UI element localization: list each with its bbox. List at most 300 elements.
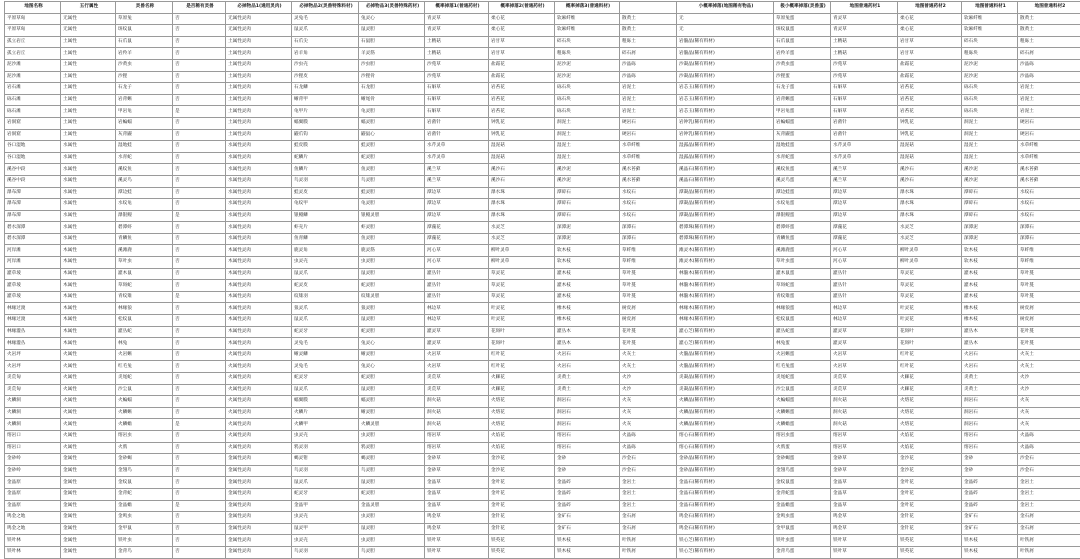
table-cell[interactable]: 鸣金草 [425,512,489,524]
table-cell[interactable]: 洞火菇 [425,407,489,419]
table-cell[interactable]: 鱼鳞片 [292,164,359,176]
table-cell[interactable]: 花斑叶 [489,338,555,350]
table-cell[interactable]: 鼠灵爪 [292,477,359,489]
table-cell[interactable]: 火鸦蛋 [774,442,831,454]
table-cell[interactable]: 木属性 [61,291,116,303]
table-cell[interactable]: 沙苑草 [425,59,489,71]
table-cell[interactable]: 铁心芝(稀有料材) [677,546,774,558]
table-cell[interactable]: 水属性灵肉 [226,175,292,187]
table-cell[interactable]: 否 [173,199,226,211]
table-cell[interactable]: 火鸦 [116,442,173,454]
table-cell[interactable]: 草叶蔓 [1018,280,1080,292]
table-cell[interactable]: 炎荒草 [425,384,489,396]
table-cell[interactable]: 石爪鼠 [116,36,173,48]
table-cell[interactable]: 蛇灵胆 [359,280,425,292]
table-cell[interactable]: 熔岩草 [425,430,489,442]
table-cell[interactable]: 木属性灵肉 [226,315,292,327]
table-cell[interactable]: 土属性 [61,71,116,83]
table-cell[interactable]: 虫灵壳 [292,430,359,442]
table-cell[interactable]: 纹雉羽 [292,291,359,303]
table-cell[interactable]: 熔岩石 [555,442,620,454]
table-cell[interactable]: 沙凝晶(稀有料材) [677,59,774,71]
table-cell[interactable]: 木属性灵肉 [226,257,292,269]
table-cell[interactable]: 洞火菇 [831,419,898,431]
table-cell[interactable]: 火鳞晶(稀有料材) [677,396,774,408]
table-cell[interactable]: 金晶草 [831,477,898,489]
table-cell[interactable]: 深潭泥 [962,222,1018,234]
table-cell[interactable]: 火晶砾 [1018,430,1080,442]
table-cell[interactable]: 金岩土 [620,477,677,489]
table-cell[interactable]: 兔灵心 [359,361,425,373]
table-cell[interactable]: 洞岩石 [962,419,1018,431]
table-cell[interactable]: 鹿灵筋 [359,245,425,257]
table-cell[interactable]: 水属性灵肉 [226,152,292,164]
table-cell[interactable]: 土属性灵肉 [226,36,292,48]
table-cell[interactable]: 水青蛇 [116,152,173,164]
table-cell[interactable]: 草叶虫 [116,257,173,269]
table-cell[interactable]: 泥沙滩 [5,71,61,83]
table-cell[interactable]: 无属性灵肉 [226,25,292,37]
table-cell[interactable]: 水纹龟蛋 [774,199,831,211]
table-cell[interactable]: 金矿石 [962,523,1018,535]
table-cell[interactable]: 否 [173,349,226,361]
table-cell[interactable]: 叶灵花 [898,303,962,315]
table-cell[interactable]: 是 [173,291,226,303]
table-cell[interactable]: 灌丛针 [831,268,898,280]
table-cell[interactable]: 钟乳花 [489,129,555,141]
table-cell[interactable]: 金晶原 [5,488,61,500]
table-cell[interactable]: 碧潭虾蛋 [774,222,831,234]
table-cell[interactable]: 鸟灵胆 [359,465,425,477]
table-cell[interactable]: 火属性 [61,373,116,385]
table-cell[interactable]: 鸟灵羽 [292,175,359,187]
table-cell[interactable]: 金属性 [61,546,116,558]
table-cell[interactable]: 叶铁屑 [1018,535,1080,547]
table-cell[interactable]: 无 [677,13,774,25]
table-cell[interactable]: 树皮屑 [1018,303,1080,315]
table-cell[interactable]: 石龙子蛋 [774,83,831,95]
column-header[interactable]: 必掉物品3(灵兽特殊药材) [359,2,425,14]
table-cell[interactable]: 蜥灵鳞 [292,349,359,361]
table-cell[interactable]: 花叶蔓 [1018,326,1080,338]
table-cell[interactable]: 草叶蔓 [620,268,677,280]
table-cell[interactable]: 砾石块 [962,106,1018,118]
table-cell[interactable]: 灌丛针 [425,291,489,303]
table-cell[interactable]: 潭藻花 [425,233,489,245]
table-cell[interactable]: 火鳞洞 [5,396,61,408]
table-cell[interactable]: 红毛兔 [116,361,173,373]
table-cell[interactable]: 湿露晶(稀有料材) [677,152,774,164]
table-cell[interactable]: 湿地蛙 [116,141,173,153]
table-cell[interactable]: 火属性 [61,349,116,361]
table-cell[interactable]: 灌丛木 [962,338,1018,350]
table-cell[interactable]: 柳叶灵草 [898,245,962,257]
table-cell[interactable]: 溪谷中段 [5,175,61,187]
table-cell[interactable]: 炎荒甸 [5,384,61,396]
table-cell[interactable]: 溪灵鸟蛋 [774,175,831,187]
table-cell[interactable]: 金晶草 [831,500,898,512]
table-cell[interactable]: 河心草 [831,257,898,269]
table-cell[interactable]: 叶灵花 [898,315,962,327]
table-cell[interactable]: 金属性 [61,465,116,477]
table-cell[interactable]: 水属性灵肉 [226,187,292,199]
table-cell[interactable]: 土精菇 [831,36,898,48]
table-cell[interactable]: 铁叶草 [831,535,898,547]
table-cell[interactable]: 碎石屑 [1018,48,1080,60]
table-cell[interactable]: 火蝙蝠 [116,396,173,408]
table-cell[interactable]: 金背蛇 [116,488,173,500]
table-cell[interactable]: 潭凝晶(稀有料材) [677,210,774,222]
table-cell[interactable]: 蛇灵牙 [292,373,359,385]
table-cell[interactable]: 土属性灵肉 [226,117,292,129]
table-cell[interactable]: 灌心芝(稀有料材) [677,338,774,350]
table-cell[interactable]: 铁木枝 [962,535,1018,547]
table-cell[interactable]: 蜥灵胆 [359,349,425,361]
table-cell[interactable]: 木属性灵肉 [226,303,292,315]
table-cell[interactable]: 土属性 [61,59,116,71]
table-cell[interactable]: 水纹石 [1018,210,1080,222]
table-cell[interactable]: 土属性 [61,94,116,106]
table-cell[interactable]: 草纤维 [620,245,677,257]
table-cell[interactable]: 潭碎石 [962,210,1018,222]
table-cell[interactable]: 金石屑 [620,512,677,524]
table-cell[interactable]: 岩背蜥蛋 [774,94,831,106]
table-cell[interactable]: 水草纤维 [1018,152,1080,164]
table-cell[interactable]: 金砂 [962,454,1018,466]
table-cell[interactable]: 金砂岭 [5,454,61,466]
table-cell[interactable]: 金纹鼠 [116,477,173,489]
table-cell[interactable]: 金矿石 [555,523,620,535]
table-cell[interactable]: 炎尾蛇蛋 [774,373,831,385]
table-cell[interactable]: 散黄土 [620,25,677,37]
table-cell[interactable]: 无属性 [61,25,116,37]
table-cell[interactable]: 沙狸蛋 [774,71,831,83]
table-cell[interactable]: 岩泥土 [1018,83,1080,95]
table-cell[interactable]: 灌丛蛇 [116,326,173,338]
table-cell[interactable]: 金属性灵肉 [226,500,292,512]
table-cell[interactable]: 林边草 [831,303,898,315]
table-cell[interactable]: 金晶草 [831,488,898,500]
table-cell[interactable]: 金属性 [61,500,116,512]
table-cell[interactable]: 灌草坡 [5,291,61,303]
table-cell[interactable]: 木属性 [61,280,116,292]
table-cell[interactable]: 铁英花 [489,535,555,547]
table-cell[interactable]: 溪水苔藓 [1018,175,1080,187]
table-cell[interactable]: 蛇灵牙 [292,488,359,500]
table-cell[interactable]: 火属性灵肉 [226,373,292,385]
table-cell[interactable]: 灌草坡 [5,268,61,280]
table-cell[interactable]: 洞岩石 [555,407,620,419]
table-cell[interactable]: 沙黄虫 [116,59,173,71]
table-cell[interactable]: 灌木鼠蛋 [774,268,831,280]
table-cell[interactable]: 火灰 [620,407,677,419]
table-cell[interactable]: 深潭石 [620,222,677,234]
table-cell[interactable]: 否 [173,268,226,280]
table-cell[interactable]: 否 [173,326,226,338]
table-cell[interactable]: 岩羊角 [292,48,359,60]
table-cell[interactable]: 火岩坪 [5,349,61,361]
table-cell[interactable]: 火棘花 [898,373,962,385]
table-cell[interactable]: 平原草甸 [5,13,61,25]
table-cell[interactable]: 青鳞鱼 [116,233,173,245]
table-cell[interactable]: 甲岩龟 [116,106,173,118]
table-cell[interactable]: 鱼灵胆 [359,233,425,245]
table-cell[interactable]: 熔岩草 [831,442,898,454]
table-cell[interactable]: 岩洞窟 [5,129,61,141]
table-cell[interactable]: 金属性 [61,488,116,500]
table-cell[interactable]: 蝎灵胆 [359,454,425,466]
table-cell[interactable]: 虾壳片 [292,222,359,234]
table-cell[interactable]: 土属性灵肉 [226,106,292,118]
table-cell[interactable]: 火岩蜥 [116,349,173,361]
table-cell[interactable]: 水芹灵草 [425,152,489,164]
table-cell[interactable]: 金叶花 [489,488,555,500]
table-cell[interactable]: 林边草 [831,315,898,327]
table-cell[interactable]: 潭碎石 [555,210,620,222]
table-cell[interactable]: 鼠灵甲 [292,523,359,535]
table-cell[interactable]: 瀑布潭 [5,199,61,211]
table-cell[interactable]: 灌木鼠 [116,268,173,280]
table-cell[interactable]: 花斑叶 [489,326,555,338]
table-cell[interactable]: 谷口湿地 [5,152,61,164]
table-cell[interactable]: 金背鸟蛋 [774,546,831,558]
table-cell[interactable]: 否 [173,164,226,176]
table-cell[interactable]: 草灵花 [898,291,962,303]
table-cell[interactable]: 虫灵壳 [292,512,359,524]
table-cell[interactable]: 岩泥土 [1018,94,1080,106]
table-cell[interactable]: 松纹鼠蛋 [774,315,831,327]
table-cell[interactable]: 蛙皮膜 [292,141,359,153]
table-cell[interactable]: 岩泥土 [620,106,677,118]
column-header[interactable]: 极小概率掉落(灵兽蛋) [774,2,831,14]
table-cell[interactable]: 岩髓晶(稀有料材) [677,36,774,48]
table-cell[interactable]: 沙狸骨 [359,71,425,83]
table-cell[interactable]: 金晶蟾 [116,500,173,512]
table-cell[interactable]: 无属性 [61,13,116,25]
table-cell[interactable]: 深潭石 [1018,233,1080,245]
table-cell[interactable]: 火熔花 [898,407,962,419]
table-cell[interactable]: 洞岩石 [962,396,1018,408]
table-cell[interactable]: 熔岩口 [5,442,61,454]
table-cell[interactable]: 红叶花 [898,361,962,373]
table-cell[interactable]: 土属性灵肉 [226,94,292,106]
table-cell[interactable]: 土属性 [61,117,116,129]
table-cell[interactable]: 粗砾块 [962,48,1018,60]
table-cell[interactable]: 火灰土 [620,361,677,373]
table-cell[interactable]: 砾石块 [555,94,620,106]
table-cell[interactable]: 柳叶灵草 [489,257,555,269]
table-cell[interactable]: 金砂 [555,465,620,477]
table-cell[interactable]: 木属性灵肉 [226,280,292,292]
table-cell[interactable]: 金属性 [61,523,116,535]
table-cell[interactable]: 否 [173,373,226,385]
table-cell[interactable]: 鸣金之地 [5,523,61,535]
table-cell[interactable]: 软麻纤维 [962,13,1018,25]
table-cell[interactable]: 蜥尾骨 [359,94,425,106]
table-cell[interactable]: 金砂蝎 [116,454,173,466]
table-cell[interactable]: 岩苔花 [489,83,555,95]
table-cell[interactable]: 溪水苔藓 [620,175,677,187]
table-cell[interactable]: 否 [173,129,226,141]
table-cell[interactable]: 金针花 [898,523,962,535]
table-cell[interactable]: 火灰 [1018,419,1080,431]
table-cell[interactable]: 石爪尖 [292,36,359,48]
table-cell[interactable]: 虫灵壳 [292,257,359,269]
table-cell[interactable]: 火晶砾 [1018,442,1080,454]
table-cell[interactable]: 河心草 [425,245,489,257]
table-cell[interactable]: 砾石块 [962,83,1018,95]
table-cell[interactable]: 火焰花 [489,442,555,454]
table-cell[interactable]: 火鳞灵胆 [359,419,425,431]
table-cell[interactable]: 金砂岭 [5,465,61,477]
table-cell[interactable]: 否 [173,187,226,199]
table-cell[interactable]: 河心草 [425,257,489,269]
table-cell[interactable]: 木属性灵肉 [226,245,292,257]
table-cell[interactable]: 谷口湿地 [5,141,61,153]
table-cell[interactable]: 否 [173,71,226,83]
table-cell[interactable]: 沙苑草 [425,71,489,83]
table-cell[interactable]: 碧潭珠(稀有料材) [677,233,774,245]
table-cell[interactable]: 鸟灵羽 [292,546,359,558]
table-cell[interactable]: 羊灵筋 [359,48,425,60]
table-cell[interactable]: 水属性灵肉 [226,141,292,153]
table-cell[interactable]: 水芹灵草 [831,152,898,164]
table-cell[interactable]: 熔岩虫 [116,430,173,442]
table-cell[interactable]: 蛙灵胆 [359,187,425,199]
table-cell[interactable]: 蛇灵胆 [359,488,425,500]
table-cell[interactable]: 石龙胆 [359,83,425,95]
table-cell[interactable]: 火鳞蟾 [116,419,173,431]
table-cell[interactable]: 鸣金草 [425,523,489,535]
table-cell[interactable]: 金砂晶(稀有料材) [677,465,774,477]
table-cell[interactable]: 岩苔花 [489,106,555,118]
table-cell[interactable]: 柔心花 [489,13,555,25]
table-cell[interactable]: 碎石块 [555,36,620,48]
table-cell[interactable]: 火岩石 [962,349,1018,361]
table-cell[interactable]: 金晶碎 [962,477,1018,489]
table-cell[interactable]: 否 [173,396,226,408]
table-cell[interactable]: 岩菌针 [831,117,898,129]
table-cell[interactable]: 虫灵胆 [359,535,425,547]
table-cell[interactable]: 草纤维 [1018,257,1080,269]
table-cell[interactable]: 灌丛针 [425,268,489,280]
table-cell[interactable]: 湿泥土 [555,152,620,164]
table-cell[interactable]: 炎黄土 [555,384,620,396]
table-cell[interactable]: 是 [173,500,226,512]
table-cell[interactable]: 草灵花 [898,268,962,280]
table-cell[interactable]: 火岩石 [555,361,620,373]
table-cell[interactable]: 土属性灵肉 [226,71,292,83]
table-cell[interactable]: 岩菌针 [831,129,898,141]
table-cell[interactable]: 斑纹鼠蛋 [774,25,831,37]
table-cell[interactable]: 草纤维 [1018,245,1080,257]
table-cell[interactable]: 鸣金石(稀有料材) [677,523,774,535]
table-cell[interactable]: 岩洞窟 [5,117,61,129]
table-cell[interactable]: 沙黄虫蛋 [774,59,831,71]
table-cell[interactable]: 虾灵胆 [359,222,425,234]
table-cell[interactable]: 炎荒草 [831,384,898,396]
table-cell[interactable]: 溪水苔藓 [1018,164,1080,176]
table-cell[interactable]: 火属性灵肉 [226,349,292,361]
table-cell[interactable]: 金晶原 [5,500,61,512]
table-cell[interactable]: 灌灵草 [831,338,898,350]
table-cell[interactable]: 孤立岩丘 [5,48,61,60]
table-cell[interactable]: 金岩土 [620,500,677,512]
table-cell[interactable]: 石斛草 [831,83,898,95]
table-cell[interactable]: 红叶花 [898,349,962,361]
table-cell[interactable]: 潭碎石 [962,199,1018,211]
table-cell[interactable]: 火属性灵肉 [226,419,292,431]
table-cell[interactable]: 金晶草 [425,488,489,500]
table-cell[interactable]: 水纹石 [1018,187,1080,199]
table-cell[interactable]: 熔岩草 [425,442,489,454]
table-cell[interactable]: 否 [173,257,226,269]
table-cell[interactable]: 龟灵胆 [359,199,425,211]
table-cell[interactable]: 铁叶虫蛋 [774,535,831,547]
table-cell[interactable]: 泥沙滩 [5,59,61,71]
table-cell[interactable]: 花叶蔓 [1018,338,1080,350]
table-cell[interactable]: 土属性 [61,129,116,141]
table-cell[interactable]: 潭边蛙 [116,187,173,199]
table-cell[interactable]: 溪兰草 [425,175,489,187]
table-cell[interactable]: 虫灵胆 [359,430,425,442]
table-cell[interactable]: 火灰土 [1018,349,1080,361]
table-cell[interactable]: 金属性灵肉 [226,488,292,500]
table-cell[interactable]: 岩甘草 [898,48,962,60]
table-cell[interactable]: 溪滩鹿 [116,245,173,257]
table-cell[interactable]: 否 [173,303,226,315]
table-cell[interactable]: 林兔 [116,338,173,350]
table-cell[interactable]: 溪沙石 [898,164,962,176]
table-cell[interactable]: 潭碎石 [555,187,620,199]
table-cell[interactable]: 水草纤维 [620,152,677,164]
table-cell[interactable]: 岩甘草 [898,36,962,48]
table-cell[interactable]: 火岩草 [831,349,898,361]
table-cell[interactable]: 铁英花 [898,535,962,547]
table-cell[interactable]: 湿泥菇 [898,152,962,164]
table-cell[interactable]: 金背蛇蛋 [774,488,831,500]
table-cell[interactable]: 金晶碎 [555,488,620,500]
table-cell[interactable]: 熔岩草 [831,430,898,442]
table-cell[interactable]: 灌灵草 [425,338,489,350]
table-cell[interactable]: 散黄土 [1018,13,1080,25]
table-cell[interactable]: 熔岩石 [962,430,1018,442]
table-cell[interactable]: 瀑水珠 [489,210,555,222]
table-cell[interactable]: 虫灵胆 [359,512,425,524]
table-cell[interactable]: 溪纹鱼蛋 [774,164,831,176]
table-cell[interactable]: 洞岩石 [962,407,1018,419]
table-cell[interactable]: 岩蝙蝠蛋 [774,117,831,129]
table-cell[interactable]: 碎石屑 [620,48,677,60]
table-cell[interactable]: 蛇鳞片 [292,152,359,164]
table-cell[interactable]: 散黄土 [620,13,677,25]
table-cell[interactable]: 金叶花 [898,477,962,489]
table-cell[interactable]: 草叶虫蛋 [774,257,831,269]
table-cell[interactable]: 鼠灵爪 [292,315,359,327]
table-cell[interactable]: 金属性灵肉 [226,523,292,535]
table-cell[interactable]: 鹿灵角 [292,245,359,257]
table-cell[interactable]: 灌丛针 [425,280,489,292]
table-cell[interactable]: 沙苑草 [831,71,898,83]
table-cell[interactable]: 沙金石 [620,454,677,466]
table-cell[interactable]: 瀑水珠 [898,210,962,222]
table-cell[interactable]: 溪沙石 [489,164,555,176]
table-cell[interactable]: 水灵芝 [489,233,555,245]
table-cell[interactable]: 水属性灵肉 [226,222,292,234]
table-cell[interactable]: 林缘木(稀有料材) [677,303,774,315]
table-cell[interactable]: 水灵芝 [489,222,555,234]
table-cell[interactable]: 灵兔毛 [292,338,359,350]
